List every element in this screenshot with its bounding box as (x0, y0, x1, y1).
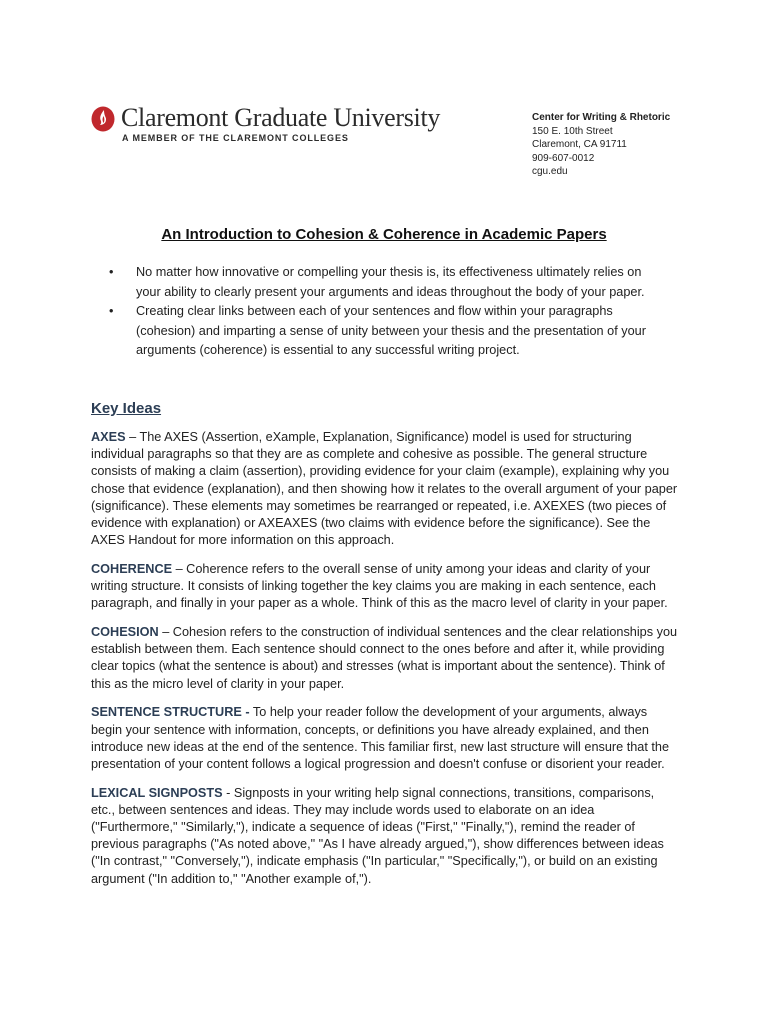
phone-number: 909-607-0012 (532, 152, 595, 164)
section-term: COHERENCE (91, 561, 173, 576)
bullet-text: Creating clear links between each of your sentences and flow within your paragraphs (cohesion) and imparting a sense of unity between your thesis and the presentation of your arguments (coherence) is essential to any successful writing project. (136, 304, 646, 357)
section-text: - Signposts in your writing help signal connections, transitions, comparisons, etc., between sentences and ideas. They may include words used to elaborate on an idea ("Furthermore," "Similarly,"), indicate a sequence of ideas ("First," "Finally,"), remind the reader of previous paragraphs ("As noted above," "As I have already argued,"), show differences between ideas ("In contrast," "Conversely,"), indicate emphasis ("In particular," "Specifically,"), or build on an existing argument ("In addition to," "Another example of,"). (91, 785, 664, 886)
section-text: To help your reader follow the development of your arguments, always begin your sentence with information, concepts, or definitions you have already explained, and then introduce new ideas at the end of the sentence. This familiar first, new last structure will ensure that the presentation of your content follows a logical progression and doesn't confuse or disorient your reader. (91, 705, 670, 771)
intro-bullet-list (109, 263, 669, 361)
section-text: – Coherence refers to the overall sense of unity among your ideas and clarity of your writing structure. It consists of linking together the key claims you are making in each sentence, each paragraph, and finally in your paper as a whole. Think of this as the macro level of clarity in your paper. (91, 561, 668, 611)
street-address: 150 E. 10th Street (532, 125, 613, 137)
section-term: SENTENCE STRUCTURE - (91, 705, 250, 720)
contact-block (532, 111, 670, 179)
section-axes (91, 429, 681, 549)
flame-icon (91, 106, 115, 132)
section-text: – Cohesion refers to the construction of individual sentences and the clear relationships you establish between them. Each sentence should connect to the ones before and after it, while providing clear topics (what the sentence is about) and stresses (what is important about the sentence). Think of this as the micro level of clarity in your paper. (91, 625, 678, 691)
bullet-icon: • (109, 265, 114, 279)
university-name: Claremont Graduate University (121, 103, 441, 132)
section-term: LEXICAL SIGNPOSTS (91, 785, 223, 800)
section-term: AXES (91, 430, 126, 444)
list-item (109, 263, 669, 302)
bullet-icon: • (109, 304, 114, 318)
section-term: COHESION (91, 625, 159, 640)
city-address: Claremont, CA 91711 (532, 139, 627, 150)
section-cohesion (91, 624, 681, 693)
university-subtitle: A MEMBER OF THE CLAREMONT COLLEGES (122, 133, 349, 143)
key-ideas-sections (91, 429, 681, 899)
section-text: – The AXES (Assertion, eXample, Explanation, Significance) model is used for structuring individual paragraphs so that they are as complete and cohesive as possible. The general structure consists of making a claim (assertion), providing evidence for your claim (example), explaining why you chose that evidence (explanation), and then showing how it relates to the overall argument of your paper (significance). These elements may sometimes be rearranged or repeated, i.e. AXEXES (two pieces of evidence with explanation) or AXEAXES (two claims with evidence before the significance). See the AXES Handout for more information on this approach. (91, 430, 678, 548)
section-sentence-structure (91, 704, 681, 773)
website-link[interactable]: cgu.edu (532, 166, 568, 177)
document-title: An Introduction to Cohesion & Coherence in Academic Papers (161, 226, 607, 243)
center-name: Center for Writing & Rhetoric (532, 112, 671, 123)
bullet-text: No matter how innovative or compelling your thesis is, its effectiveness ultimately relies on your ability to clearly present your arguments and ideas throughout the body of your paper. (136, 265, 645, 299)
section-coherence (91, 561, 681, 613)
section-lexical-signposts (91, 785, 681, 888)
list-item (109, 302, 669, 361)
key-ideas-heading: Key Ideas (91, 400, 162, 417)
